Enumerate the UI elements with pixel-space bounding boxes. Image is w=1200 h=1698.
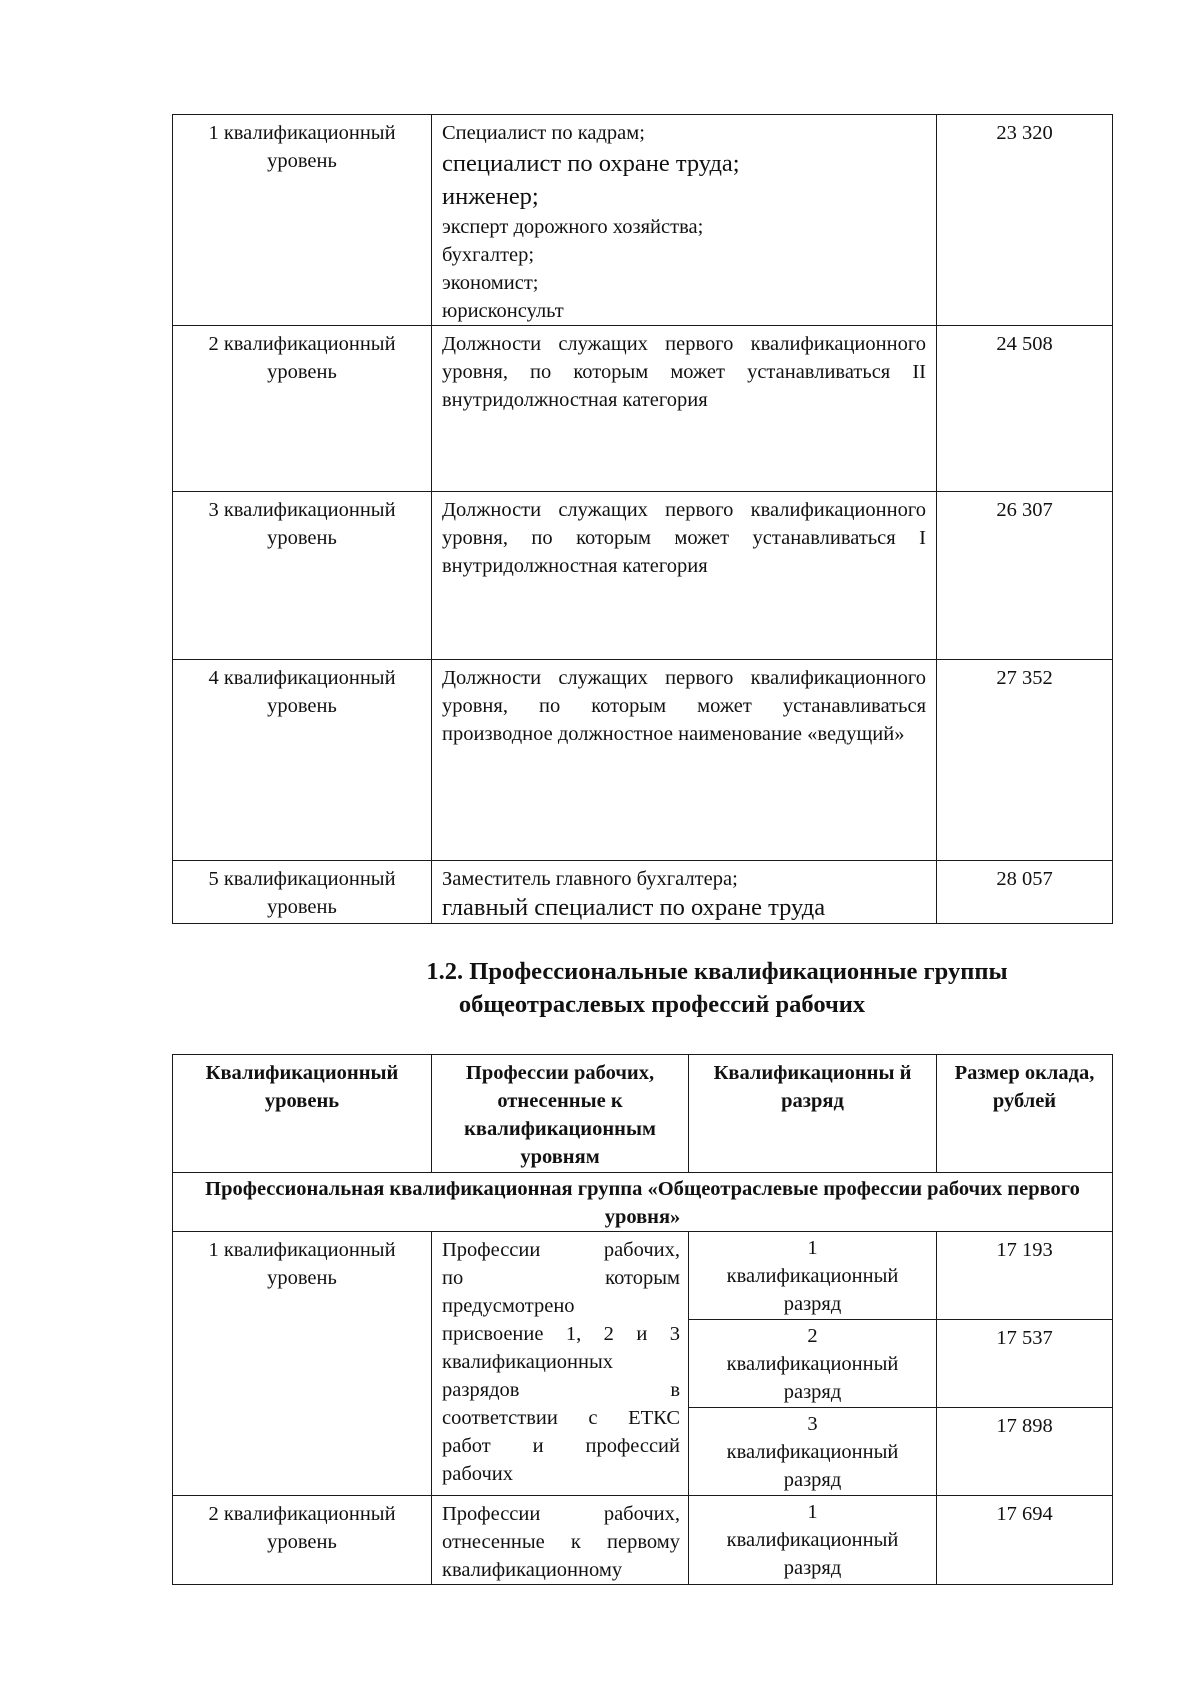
- salary-cell: 17 537: [937, 1320, 1113, 1408]
- level-word: уровень: [267, 527, 337, 549]
- description-cell: Должности служащих первого квалификационного уровня, по которым может устанавливаться производное должностное наименование «ведущий»: [432, 660, 937, 861]
- professions-line: отнесенные к первому: [442, 1531, 680, 1553]
- rank-cell: [689, 1232, 937, 1320]
- description-cell: Должности служащих первого квалификационного уровня, по которым может устанавливаться I внутридолжностная категория: [432, 492, 937, 660]
- professions-line: Профессии рабочих,: [442, 1239, 680, 1261]
- table-row: [173, 660, 1113, 861]
- level-label: 2 квалификационный: [208, 1503, 396, 1525]
- level-word: уровень: [267, 896, 337, 918]
- table-header-row: [173, 1055, 1113, 1173]
- rank-cell: [689, 1320, 937, 1408]
- description-cell: [432, 861, 937, 924]
- professions-line: квалификационному: [442, 1559, 623, 1581]
- level-word: уровень: [267, 150, 337, 172]
- salary-cell: 17 898: [937, 1408, 1113, 1496]
- position-line: Специалист по кадрам;: [442, 122, 645, 144]
- salary-cell: 28 057: [937, 861, 1113, 924]
- table-row: [173, 492, 1113, 660]
- professions-line: Профессии рабочих,: [442, 1503, 680, 1525]
- rank-number: 1: [807, 1501, 818, 1523]
- level-word: уровень: [267, 1267, 337, 1289]
- position-line: инженер;: [442, 183, 539, 210]
- professions-line: соответствии с ЕТКС: [442, 1407, 680, 1429]
- rank-label: квалификационный: [726, 1529, 899, 1551]
- description-cell: [432, 115, 937, 326]
- rank-number: 1: [807, 1237, 818, 1259]
- table-row: [173, 861, 1113, 924]
- column-header-level: Квалификационный уровень: [173, 1055, 432, 1173]
- section-heading-line: 1.2. Профессиональные квалификационные группы: [426, 958, 1008, 985]
- description-cell: Должности служащих первого квалификационного уровня, по которым может устанавливаться II внутридолжностная категория: [432, 326, 937, 492]
- qualification-table-workers: [172, 1054, 1113, 1585]
- salary-cell: 17 694: [937, 1496, 1113, 1585]
- table-row: [173, 1496, 1113, 1585]
- professions-line: квалификационных: [442, 1351, 614, 1373]
- position-line: экономист;: [442, 272, 539, 294]
- professions-cell: [432, 1496, 689, 1585]
- level-cell: [173, 1496, 432, 1585]
- qualification-table-employees: [172, 114, 1113, 924]
- level-cell: [173, 326, 432, 492]
- rank-word: разряд: [783, 1469, 842, 1491]
- group-title: Профессиональная квалификационная группа «Общеотраслевые профессии рабочих первого уровня»: [173, 1173, 1113, 1232]
- level-cell: [173, 660, 432, 861]
- level-label: 1 квалификационный: [208, 122, 396, 144]
- table-row: [173, 326, 1113, 492]
- salary-cell: 17 193: [937, 1232, 1113, 1320]
- rank-number: 2: [807, 1325, 818, 1347]
- salary-cell: 27 352: [937, 660, 1113, 861]
- level-label: 5 квалификационный: [208, 868, 396, 890]
- rank-cell: [689, 1408, 937, 1496]
- professions-line: работ и профессий: [442, 1435, 680, 1457]
- rank-cell: [689, 1496, 937, 1585]
- rank-label: квалификационный: [726, 1353, 899, 1375]
- level-word: уровень: [267, 361, 337, 383]
- professions-line: рабочих: [442, 1463, 514, 1485]
- level-cell: [173, 492, 432, 660]
- rank-word: разряд: [783, 1381, 842, 1403]
- professions-line: по которым: [442, 1267, 680, 1289]
- table-row: [173, 1232, 1113, 1320]
- position-line: главный специалист по охране труда: [442, 894, 826, 921]
- level-label: 4 квалификационный: [208, 667, 396, 689]
- rank-label: квалификационный: [726, 1265, 899, 1287]
- position-line: бухгалтер;: [442, 244, 535, 266]
- level-label: 3 квалификационный: [208, 499, 396, 521]
- rank-number: 3: [807, 1413, 818, 1435]
- position-line: эксперт дорожного хозяйства;: [442, 216, 704, 238]
- professions-line: предусмотрено: [442, 1295, 575, 1317]
- rank-word: разряд: [783, 1293, 842, 1315]
- salary-cell: 23 320: [937, 115, 1113, 326]
- rank-label: квалификационный: [726, 1441, 899, 1463]
- level-cell: [173, 861, 432, 924]
- column-header-salary: Размер оклада, рублей: [937, 1055, 1113, 1173]
- level-label: 2 квалификационный: [208, 333, 396, 355]
- level-label: 1 квалификационный: [208, 1239, 396, 1261]
- salary-cell: 24 508: [937, 326, 1113, 492]
- section-heading: [172, 955, 1112, 1021]
- level-cell: [173, 1232, 432, 1496]
- level-word: уровень: [267, 1531, 337, 1553]
- position-line: Заместитель главного бухгалтера;: [442, 868, 738, 890]
- section-heading-line: общеотраслевых профессий рабочих: [458, 991, 866, 1018]
- column-header-rank: Квалификационны й разряд: [689, 1055, 937, 1173]
- professions-line: разрядов в: [442, 1379, 680, 1401]
- position-line: юрисконсульт: [442, 300, 564, 322]
- group-row: [173, 1173, 1113, 1232]
- level-word: уровень: [267, 695, 337, 717]
- table-row: [173, 115, 1113, 326]
- professions-line: присвоение 1, 2 и 3: [442, 1323, 680, 1345]
- rank-word: разряд: [783, 1557, 842, 1579]
- column-header-professions: Профессии рабочих, отнесенные к квалификационным уровням: [432, 1055, 689, 1173]
- salary-cell: 26 307: [937, 492, 1113, 660]
- professions-cell: [432, 1232, 689, 1496]
- position-line: специалист по охране труда;: [442, 150, 740, 177]
- level-cell: [173, 115, 432, 326]
